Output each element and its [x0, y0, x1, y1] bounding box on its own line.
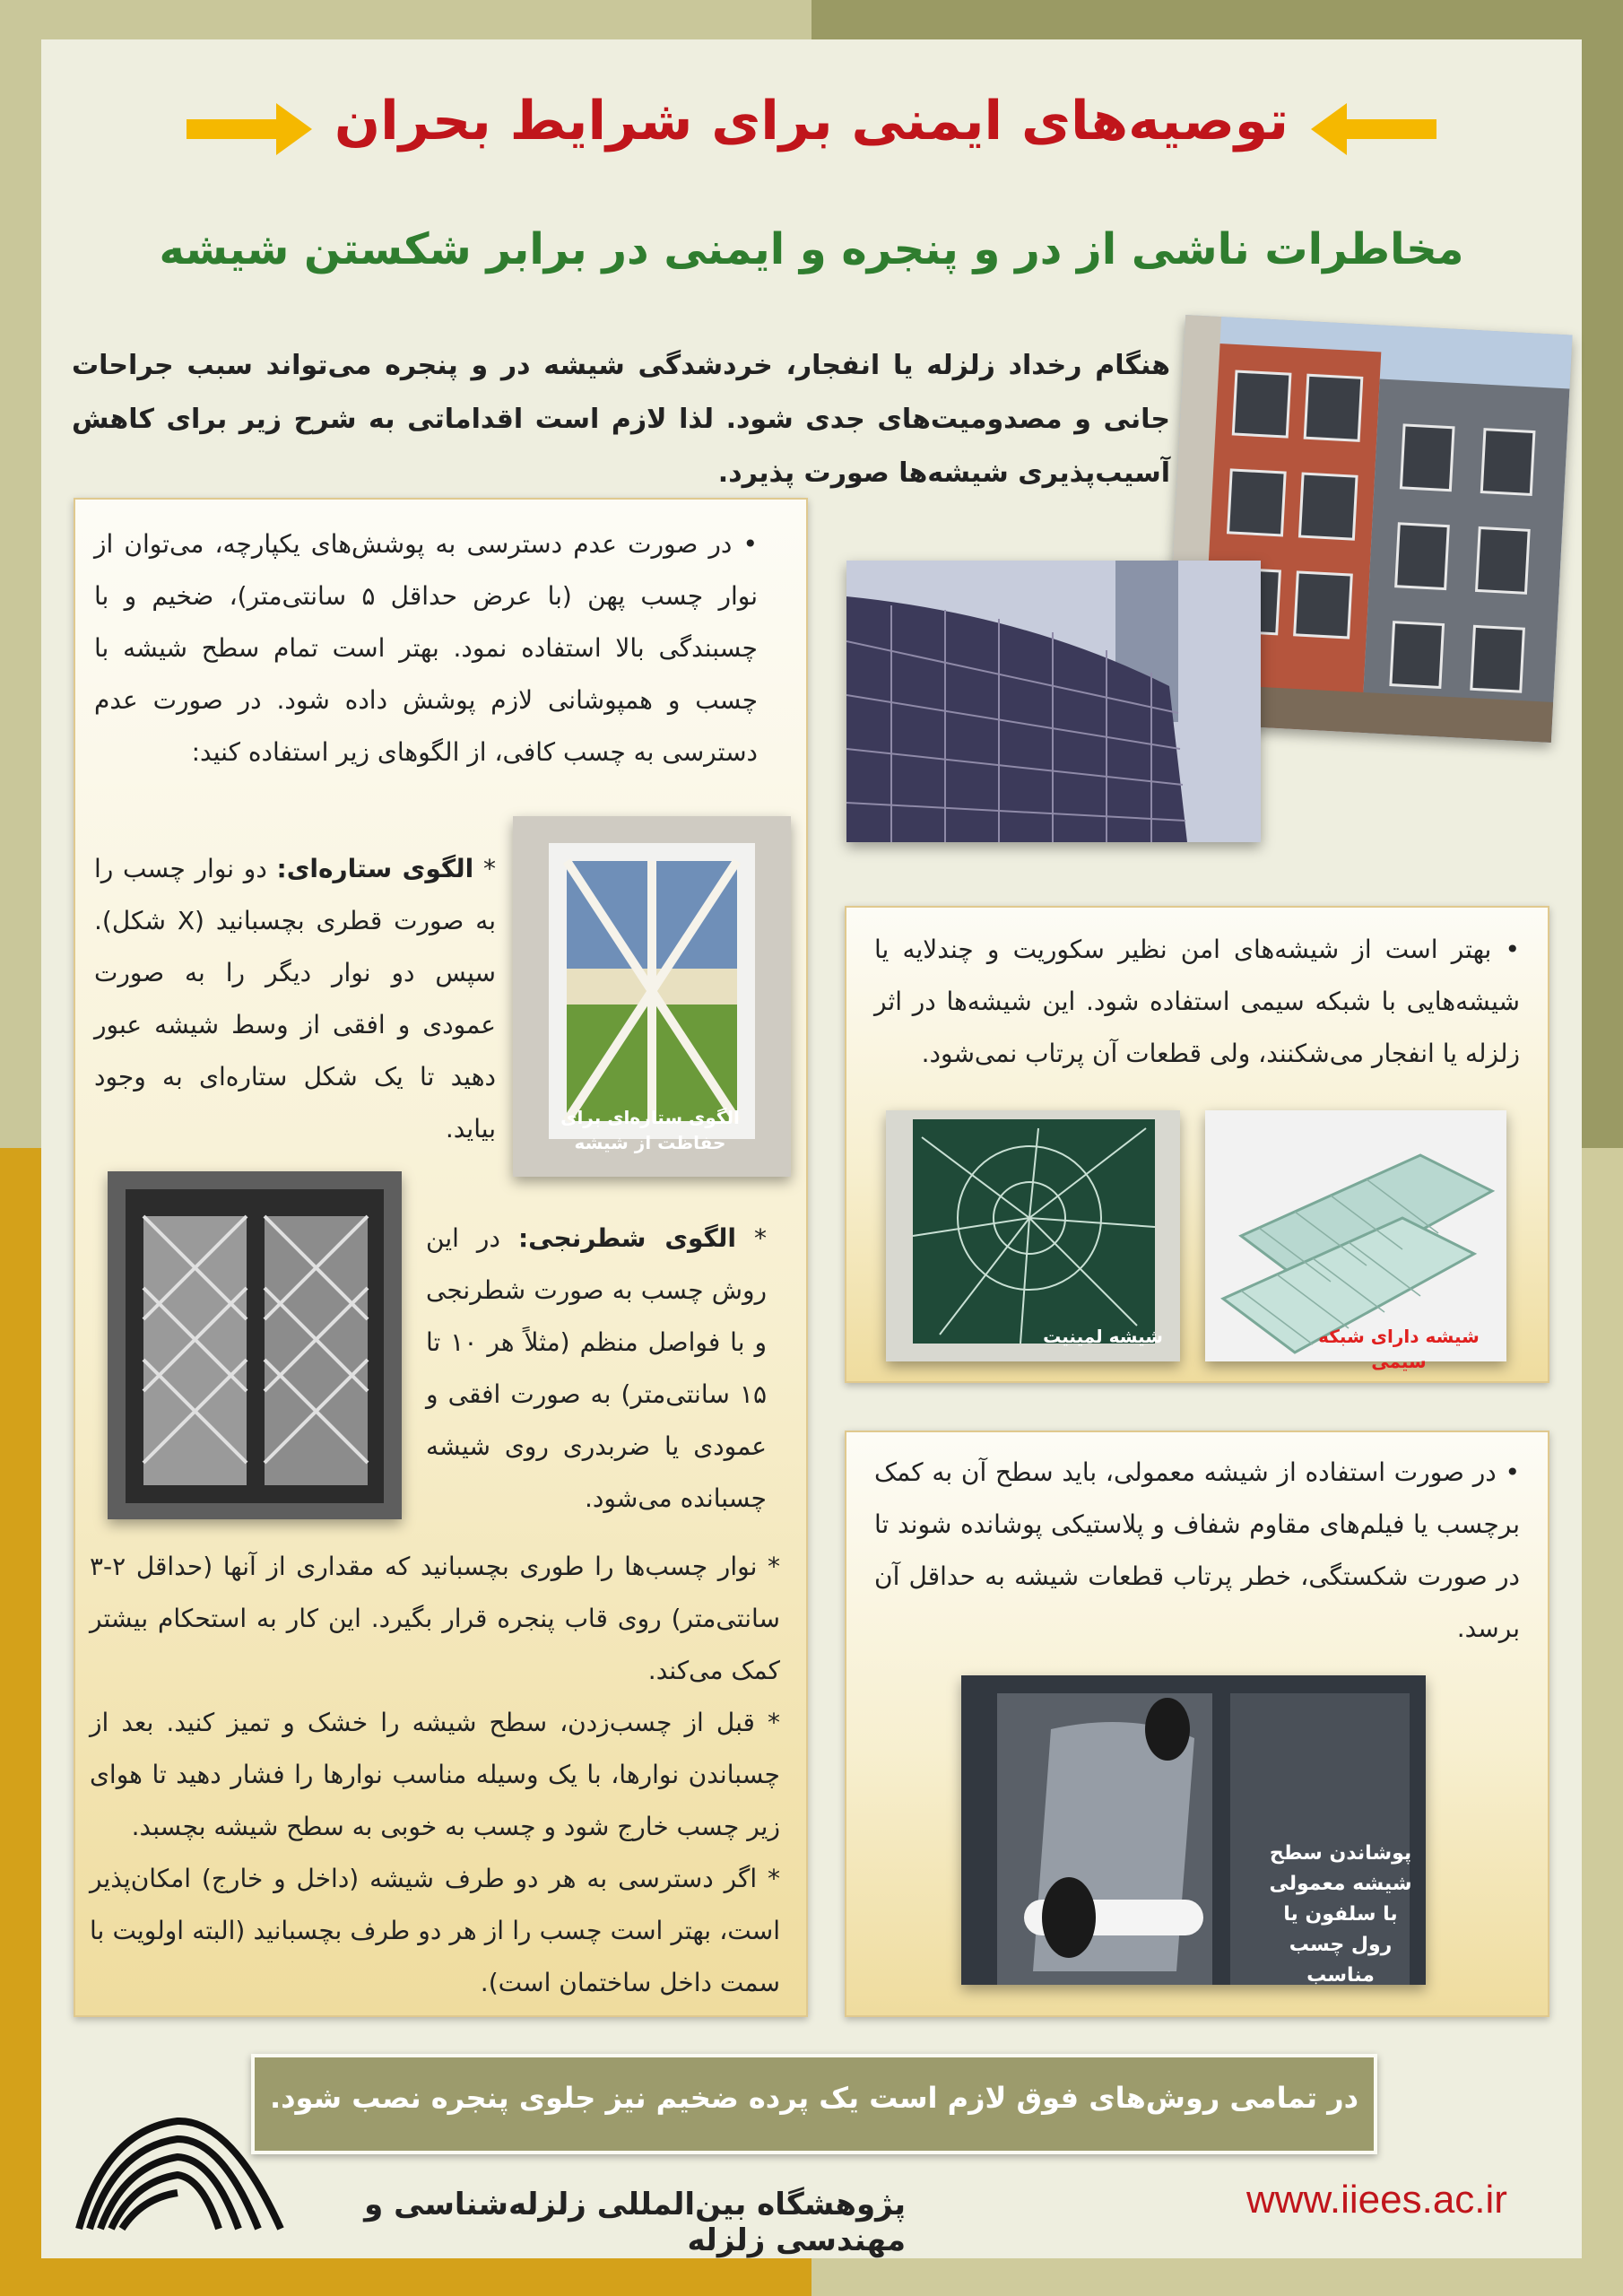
curtain-note-text: در تمامی روش‌های فوق لازم است یک پرده ضخیم نیز جلوی پنجره نصب شود. — [269, 2081, 1359, 2115]
intro-paragraph: هنگام رخداد زلزله یا انفجار، خردشدگی شیشه در و پنجره می‌تواند سبب جراحات جانی و مصدومیت‌های جدی شود. لذا لازم است اقداماتی به شرح زیر برای کاهش آسیب‌پذیری شیشه‌ها صورت پذیرد. — [72, 350, 1170, 489]
footer-organization: پژوهشگاه بین‌المللی زلزله‌شناسی و مهندسی زلزله — [364, 2187, 906, 2258]
tip-2: * قبل از چسب‌زدن، سطح شیشه را خشک و تمیز کنید. بعد از چسباندن نوارها، با یک وسیله مناسب نوارها را فشار دهید تا هوای زیر چسب خارج شود و چسب به خوبی به سطح شیشه بچسبد. — [90, 1708, 780, 1841]
star-pattern-desc: دو نوار چسب را به صورت قطری بچسبانید (X شکل). سپس دو نوار دیگر را به صورت عمودی و افقی از وسط شیشه عبور دهید تا یک شکل ستاره‌ای به وجود بیاید. — [94, 854, 496, 1144]
curtain-note-banner — [251, 2054, 1377, 2154]
checker-pattern-photo — [108, 1171, 402, 1519]
tip-3: * اگر دسترسی به هر دو طرف شیشه (داخل و خارج) امکان‌پذیر است، بهتر است چسب را از هر دو طرف بچسبانید (البته اولویت با سمت داخل ساختمان است). — [90, 1864, 780, 1997]
wired-glass-caption: شیشه دارای شبکه سیمی — [1318, 1326, 1480, 1372]
checker-pattern-title: الگوی شطرنجی: — [517, 1223, 736, 1253]
iiees-logo-icon — [70, 2112, 285, 2238]
checker-pattern-text: * الگوی شطرنجی: در این روش چسب به صورت شطرنجی و با فواصل منظم (مثلاً هر ۱۰ تا ۱۵ سانتی‌متر) به صورت افقی و عمودی یا ضربدری روی شیشه چسبانده می‌شود. — [426, 1223, 768, 1513]
star-pattern-title: الگوی ستاره‌ای: — [276, 854, 474, 883]
tip-1: * نوار چسب‌ها را طوری بچسبانید که مقداری از آنها (حداقل ۲-۳ سانتی‌متر) روی قاب پنجره قرار بگیرد. این کار به استحکام بیشتر کمک می‌کند. — [90, 1552, 780, 1685]
bullet-main: در صورت عدم دسترسی به پوشش‌های یکپارچه، می‌توان از نوار چسب پهن (با عرض حداقل ۵ سانتی‌متر)، ضخیم و با چسبندگی بالا استفاده نمود. بهتر است تمام سطح شیشه با چسب و همپوشانی لازم پوشش داده شود. در صورت عدم دسترسی به چسب کافی، از الگوهای زیر استفاده کنید: — [94, 529, 758, 767]
laminated-glass-caption: شیشه لمینیت — [1043, 1326, 1163, 1347]
building-photo-broken-glass — [846, 561, 1261, 842]
page-subtitle: مخاطرات ناشی از در و پنجره و ایمنی در برابر شکستن شیشه — [159, 224, 1464, 274]
bullet-dot: • — [732, 529, 758, 559]
tips-list — [90, 1541, 780, 2009]
star-pattern-caption: الگوی ستاره‌ای برای حفاظت از شیشه — [560, 1107, 740, 1153]
safety-glass-text: • بهتر است از شیشه‌های امن نظیر سکوریت و چندلایه یا شیشه‌هایی با شبکه سیمی استفاده شود. این شیشه‌ها در اثر زلزله یا انفجار می‌شکنند، ولی قطعات آن پرتاب نمی‌شود. — [874, 935, 1520, 1068]
checker-pattern-desc: در این روش چسب به صورت شطرنجی و با فواصل منظم (مثلاً هر ۱۰ تا ۱۵ سانتی‌متر) به صورت افقی و عمودی یا ضربدری روی شیشه چسبانده می‌شود. — [426, 1223, 767, 1513]
bullet-main-text — [94, 518, 758, 778]
star-pattern-text: * الگوی ستاره‌ای: دو نوار چسب را به صورت قطری بچسبانید (X شکل). سپس دو نوار دیگر را به صورت عمودی و افقی از وسط شیشه عبور دهید تا یک شکل ستاره‌ای به وجود بیاید. — [94, 854, 496, 1144]
film-text: • در صورت استفاده از شیشه معمولی، باید سطح آن به کمک برچسب یا فیلم‌های مقاوم شفاف و پلاستیکی پوشانده شوند تا در صورت شکستگی، خطر پرتاب قطعات شیشه به حداقل آن برسد. — [874, 1457, 1520, 1643]
film-caption: پوشاندن سطح شیشه معمولی با سلفون یا رول چسب مناسب — [1269, 1842, 1412, 1987]
page-title: توصیه‌های ایمنی برای شرایط بحران — [334, 90, 1289, 152]
footer-website-link[interactable]: www.iiees.ac.ir — [1246, 2178, 1507, 2222]
